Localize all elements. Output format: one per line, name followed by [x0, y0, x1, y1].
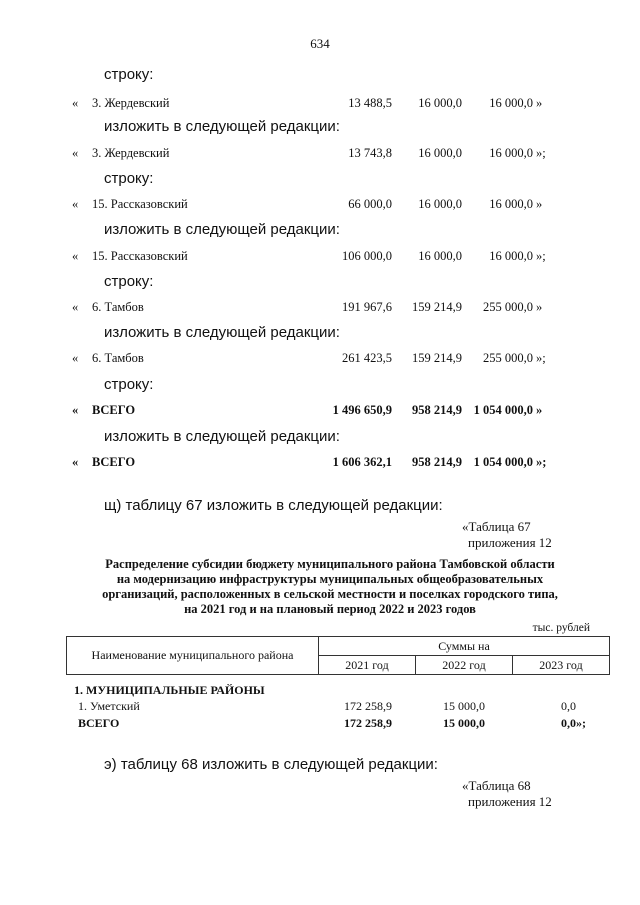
close-quote: »; — [536, 249, 546, 263]
value-2021: 1 496 650,9 — [332, 403, 392, 417]
value-2021: 13 488,5 — [348, 96, 392, 110]
amendment-caption: строку: — [104, 170, 154, 187]
open-quote: « — [72, 300, 79, 314]
amendment-caption: строку: — [104, 376, 154, 393]
page-number: 634 — [310, 36, 330, 51]
open-quote: « — [72, 249, 79, 263]
value-2023: 16 000,0 — [489, 146, 533, 160]
value-2021: 13 743,8 — [348, 146, 392, 160]
district-name: ВСЕГО — [92, 455, 136, 469]
title-line: организаций, расположенных в сельской местности и поселках городского типа, — [102, 587, 558, 601]
column-header-year: 2023 год — [513, 656, 610, 675]
open-quote: « — [72, 403, 79, 417]
value-2021: 172 258,9 — [344, 716, 392, 730]
close-quote: »; — [576, 716, 586, 730]
value-2023: 16 000,0 — [489, 249, 533, 263]
table-ref-line: «Таблица 68 — [462, 778, 531, 793]
table-ref-line: приложения 12 — [468, 794, 552, 809]
column-header-year: 2021 год — [319, 656, 416, 675]
column-header-sums: Суммы на — [319, 637, 610, 656]
table-67-reference — [462, 519, 552, 551]
amendment-caption: изложить в следующей редакции: — [104, 118, 340, 135]
value-2023: 0,0 — [561, 699, 576, 713]
district-name: ВСЕГО — [78, 716, 120, 730]
close-quote: » — [536, 197, 543, 211]
value-2022: 159 214,9 — [412, 351, 462, 365]
value-2022: 16 000,0 — [418, 146, 462, 160]
open-quote: « — [72, 455, 79, 469]
value-2021: 261 423,5 — [342, 351, 392, 365]
value-2023: 1 054 000,0 — [473, 455, 533, 469]
value-2023: 255 000,0 — [483, 300, 533, 314]
title-line: на 2021 год и на плановый период 2022 и 2023 годов — [184, 602, 476, 616]
close-quote: » — [536, 300, 543, 314]
open-quote: « — [72, 197, 79, 211]
table-ref-line: «Таблица 67 — [462, 519, 531, 534]
amendment-caption: строку: — [104, 273, 154, 290]
value-2021: 106 000,0 — [342, 249, 392, 263]
value-2022: 958 214,9 — [412, 403, 462, 417]
title-line: Распределение субсидии бюджету муниципального района Тамбовской области — [105, 557, 555, 571]
instruction-table-67: щ) таблицу 67 изложить в следующей редакции: — [104, 497, 443, 514]
table-67-title — [70, 557, 590, 617]
amendment-caption: изложить в следующей редакции: — [104, 324, 340, 341]
district-name: 1. Уметский — [78, 699, 140, 713]
title-line: на модернизацию инфраструктуры муниципальных общеобразовательных — [116, 572, 544, 586]
column-header-year: 2022 год — [416, 656, 513, 675]
value-2022: 16 000,0 — [418, 249, 462, 263]
value-2022: 15 000,0 — [443, 699, 485, 713]
instruction-table-68: э) таблицу 68 изложить в следующей редакции: — [104, 756, 438, 773]
district-name: 6. Тамбов — [92, 300, 144, 314]
close-quote: » — [536, 96, 543, 110]
section-title: 1. МУНИЦИПАЛЬНЫЕ РАЙОНЫ — [74, 683, 265, 697]
value-2022: 159 214,9 — [412, 300, 462, 314]
close-quote: » — [536, 403, 543, 417]
value-2023: 1 054 000,0 — [473, 403, 533, 417]
open-quote: « — [72, 146, 79, 160]
district-name: 15. Рассказовский — [92, 197, 188, 211]
amendment-caption: изложить в следующей редакции: — [104, 221, 340, 238]
value-2021: 191 967,6 — [342, 300, 392, 314]
district-name: 3. Жердевский — [92, 96, 170, 110]
value-2021: 172 258,9 — [344, 699, 392, 713]
open-quote: « — [72, 96, 79, 110]
value-2022: 15 000,0 — [443, 716, 485, 730]
value-2022: 16 000,0 — [418, 197, 462, 211]
value-2022: 958 214,9 — [412, 455, 462, 469]
district-name: 15. Рассказовский — [92, 249, 188, 263]
units-label: тыс. рублей — [532, 622, 590, 634]
amendment-caption: строку: — [104, 66, 154, 83]
table-68-reference — [462, 778, 552, 810]
value-2021: 1 606 362,1 — [332, 455, 392, 469]
table-ref-line: приложения 12 — [468, 535, 552, 550]
value-2023: 16 000,0 — [489, 197, 533, 211]
value-2021: 66 000,0 — [348, 197, 392, 211]
table-67-header — [66, 636, 610, 675]
column-header-district: Наименование муниципального района — [67, 637, 319, 675]
value-2023: 0,0 — [561, 716, 576, 730]
open-quote: « — [72, 351, 79, 365]
value-2023: 255 000,0 — [483, 351, 533, 365]
district-name: 3. Жердевский — [92, 146, 170, 160]
value-2022: 16 000,0 — [418, 96, 462, 110]
amendment-caption: изложить в следующей редакции: — [104, 428, 340, 445]
district-name: 6. Тамбов — [92, 351, 144, 365]
value-2023: 16 000,0 — [489, 96, 533, 110]
close-quote: »; — [536, 351, 546, 365]
close-quote: »; — [536, 146, 546, 160]
district-name: ВСЕГО — [92, 403, 136, 417]
close-quote: »; — [536, 455, 547, 469]
